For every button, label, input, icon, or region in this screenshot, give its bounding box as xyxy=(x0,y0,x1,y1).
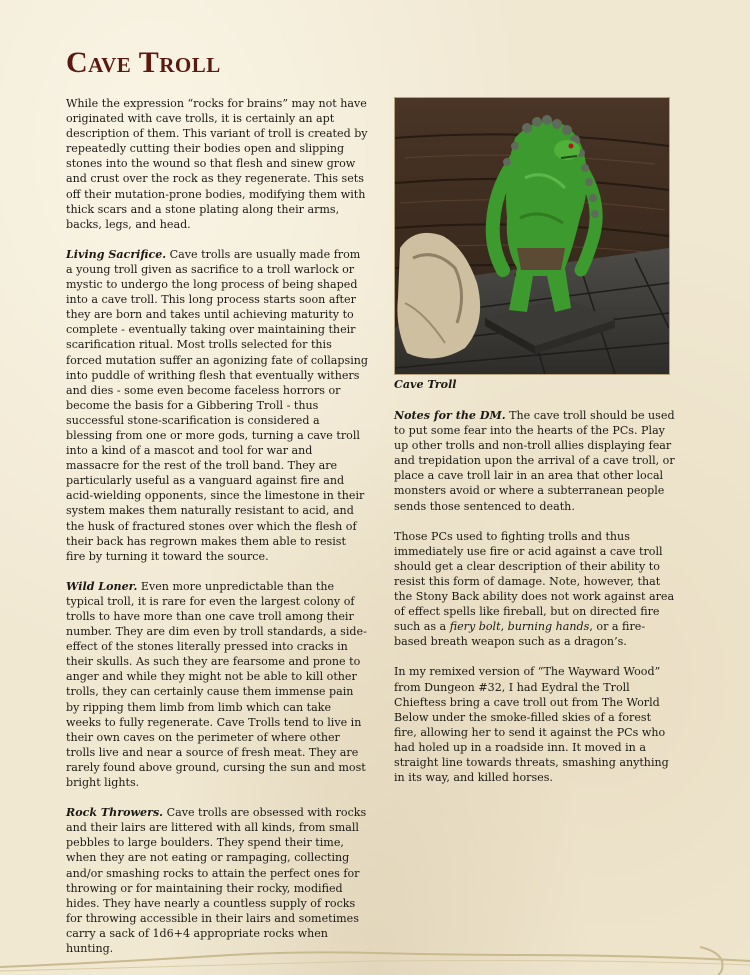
right-column xyxy=(394,408,676,800)
living-sacrifice-text: Cave trolls are usually made from a young troll given as sacrifice to a troll warlock or mystic to undergo the long process of being shaped into a cave troll. This long process starts soon after they are born and takes until achieving maturity to complete - eventually taking over maintaining their scarification ritual. Most trolls selected for this forced mutation suffer an agonizing fate of collapsing into puddle of writhing flesh that eventually withers and dies - some even become faceless horrors or become the basis for a Gibbering Troll - thus successful stone-scarification is considered a blessing from one or more gods, turning a cave troll into a kind of a mascot and tool for war and massacre for the rest of the troll band. They are particularly useful as a vanguard against fire and acid-wielding opponents, since the limestone in their system makes them naturally resistant to acid, and the husk of fractured stones over which the flesh of their back has regrown makes them able to resist fire by turning it toward the source. xyxy=(66,247,369,563)
rock-throwers-text: Cave trolls are obsessed with rocks and their lairs are littered with all kinds, from small pebbles to large boulders. They spend their time, when they are not eating or rampaging, collecting and/or smashing rocks to attain the perfect ones for throwing or for maintaining their rocky, modified hides. They have nearly a countless supply of rocks for throwing accessible in their lairs and sometimes carry a sack of 1d6+4 appropriate rocks when hunting. xyxy=(66,806,367,955)
page-footer-ornament xyxy=(0,941,750,975)
spell-fiery-bolt: fiery bolt xyxy=(449,620,501,634)
spell-burning-hands: burning hands xyxy=(507,620,590,634)
wild-loner-paragraph xyxy=(66,579,368,790)
remix-paragraph: In my remixed version of “The Wayward Wood” from Dungeon #32, I had Eydral the Troll Chieftess bring a cave troll out from The World Below under the smoke-filled skies of a forest fire, allowing her to send it against the PCs who had holed up in a roadside inn. It moved in a straight line towards threats, smashing anything in its way, and killed horses. xyxy=(394,665,669,785)
figure-caption: Cave Troll xyxy=(394,378,457,391)
living-sacrifice-paragraph xyxy=(66,247,368,564)
notes-text: The cave troll should be used to put some fear into the hearts of the PCs. Play up other trolls and non-troll allies displaying fear and trepidation upon the arrival of a cave troll, or place a cave troll lair in an area that other local monsters avoid or where a subterranean people sends those sentenced to death. xyxy=(394,409,675,513)
living-sacrifice-heading: Living Sacrifice. xyxy=(66,247,167,261)
fire-text-mid: , xyxy=(500,620,508,634)
rock-throwers-paragraph xyxy=(66,805,368,956)
notes-paragraph xyxy=(394,408,676,514)
left-column xyxy=(66,96,368,971)
rock-throwers-heading: Rock Throwers. xyxy=(66,806,164,820)
intro-paragraph: While the expression “rocks for brains” may not have originated with cave trolls, it is certainly an apt description of them. This variant of troll is created by repeatedly cutting their bodies open and slipping stones into the wound so that flesh and sinew grow and crust over the rock as they regenerate. This sets off their mutation-prone bodies, modifying them with thick scars and a stone plating along their arms, backs, legs, and head. xyxy=(66,97,368,231)
wild-loner-heading: Wild Loner. xyxy=(66,579,138,593)
cave-troll-illustration xyxy=(394,97,670,375)
fire-text-post: , or a fire-based breath weapon such as a dragon’s. xyxy=(394,620,646,649)
wild-loner-text: Even more unpredictable than the typical troll, it is rare for even the largest colony of trolls to have more than one cave troll among their number. They are dim even by troll standards, a side-effect of the stones literally pressed into cracks in their skulls. As such they are fearsome and prone to anger and while they might not be able to kill other trolls, they can certainly cause them immense pain by ripping them limb from limb which can take weeks to fully regenerate. Cave Trolls tend to live in their own caves on the perimeter of where other trolls live and near a source of fresh meat. They are rarely found above ground, cursing the sun and most bright lights. xyxy=(66,579,367,790)
fire-text-pre: Those PCs used to fighting trolls and thus immediately use fire or acid against a cave troll should get a clear description of their ability to resist this form of damage. Note, however, that the Stony Back ability does not work against area of effect spells like fireball, but on directed fire such as a xyxy=(394,529,675,634)
notes-heading: Notes for the DM. xyxy=(394,409,506,422)
page-title: Cave Troll xyxy=(66,46,221,79)
fire-resistance-paragraph xyxy=(394,529,676,650)
